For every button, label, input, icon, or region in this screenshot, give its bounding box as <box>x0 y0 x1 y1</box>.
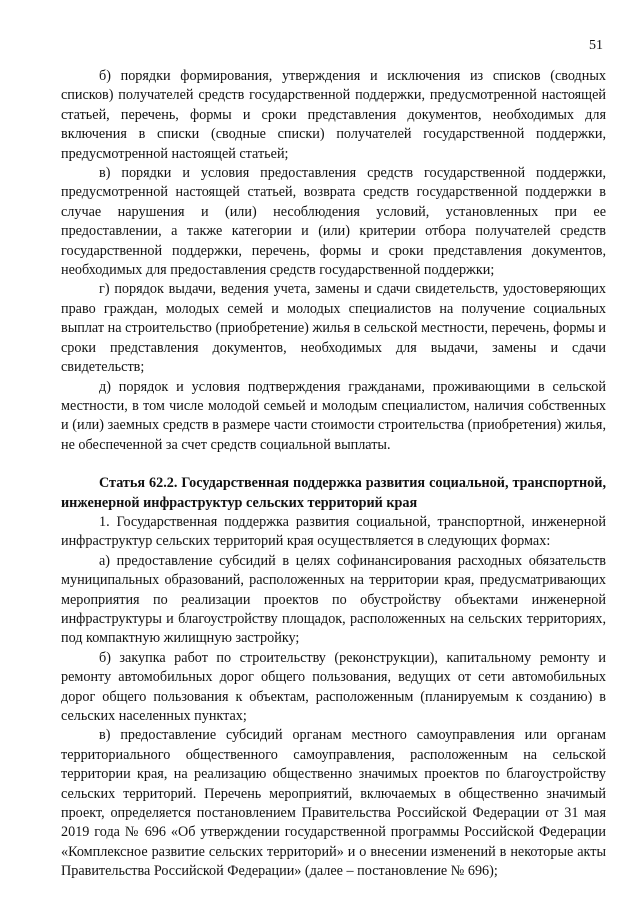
paragraph-v-conditions: в) порядки и условия предоставления средств государственной поддержки, предусмотренной настоящей статьей, возврата средств государственной поддержки в случае нарушения и (или) несоблюдения условий, установленных при ее предоставлении, а также категории и (или) критерии отбора получателей средств государственной поддержки, перечень, формы и сроки представления документов, необходимых для предоставления средств государственной поддержки; <box>61 165 606 279</box>
paragraph-v-projects: в) предоставление субсидий органам местного самоуправления или органам территориального общественного самоуправления, расположенным на сельской территории края, на реализацию общественно значимых проектов по благоустройству сельских территорий. Перечень мероприятий, включаемых в общественно значимый проект, определяется постановлением Правительства Российской Федерации от 31 мая 2019 года № 696 «Об утверждении государственной программы Российской Федерации «Комплексное развитие сельских территорий» и о внесении изменений в некоторые акты Правительства Российской Федерации» (далее – постановление № 696); <box>61 727 606 880</box>
page-number: 51 <box>589 38 603 53</box>
paragraph-d-confirmation: д) порядок и условия подтверждения гражданами, проживающими в сельской местности, в том числе молодой семьей и молодым специалистом, наличия собственных и (или) заемных средств в размере части стоимости строительства (приобретения) жилья, не обеспеченной за счет средств социальной выплаты. <box>61 378 606 453</box>
paragraph-b-roads: б) закупка работ по строительству (реконструкции), капитальному ремонту и ремонту автомобильных дорог общего пользования, ведущих от сети автомобильных дорог общего пользования к объектам, расположенным (планируемым к созданию) в сельских населенных пунктах; <box>61 649 606 724</box>
paragraph-1-forms: 1. Государственная поддержка развития социальной, транспортной, инженерной инфраструктур сельских территорий края осуществляется в следующих формах: <box>61 513 606 550</box>
paragraph-g-certificates: г) порядок выдачи, ведения учета, замены и сдачи свидетельств, удостоверяющих право граждан, молодых семей и молодых специалистов на получение социальных выплат на строительство (приобретение) жилья в сельской местности, перечень, формы и сроки представления документов, необходимых для выдачи, замены и сдачи свидетельств; <box>61 281 606 376</box>
section-spacer <box>61 455 606 474</box>
paragraph-a-subsidies: а) предоставление субсидий в целях софинансирования расходных обязательств муниципальных образований, расположенных на территории края, предусматривающих мероприятия по реализации проектов по обустройству объектами инженерной инфраструктуры и благоустройству площадок, расположенных на сельских территориях, под компактную жилищную застройку; <box>61 552 606 647</box>
document-body <box>61 67 606 882</box>
paragraph-b-formation: б) порядки формирования, утверждения и исключения из списков (сводных списков) получателей средств государственной поддержки, предусмотренной настоящей статьей, перечень, формы и сроки представления документов, необходимых для включения в списки (сводные списки) получателей государственной поддержки, предусмотренной настоящей статьей; <box>61 68 606 162</box>
article-heading: Статья 62.2. Государственная поддержка развития социальной, транспортной, инженерной инфраструктур сельских территорий края <box>61 475 606 511</box>
